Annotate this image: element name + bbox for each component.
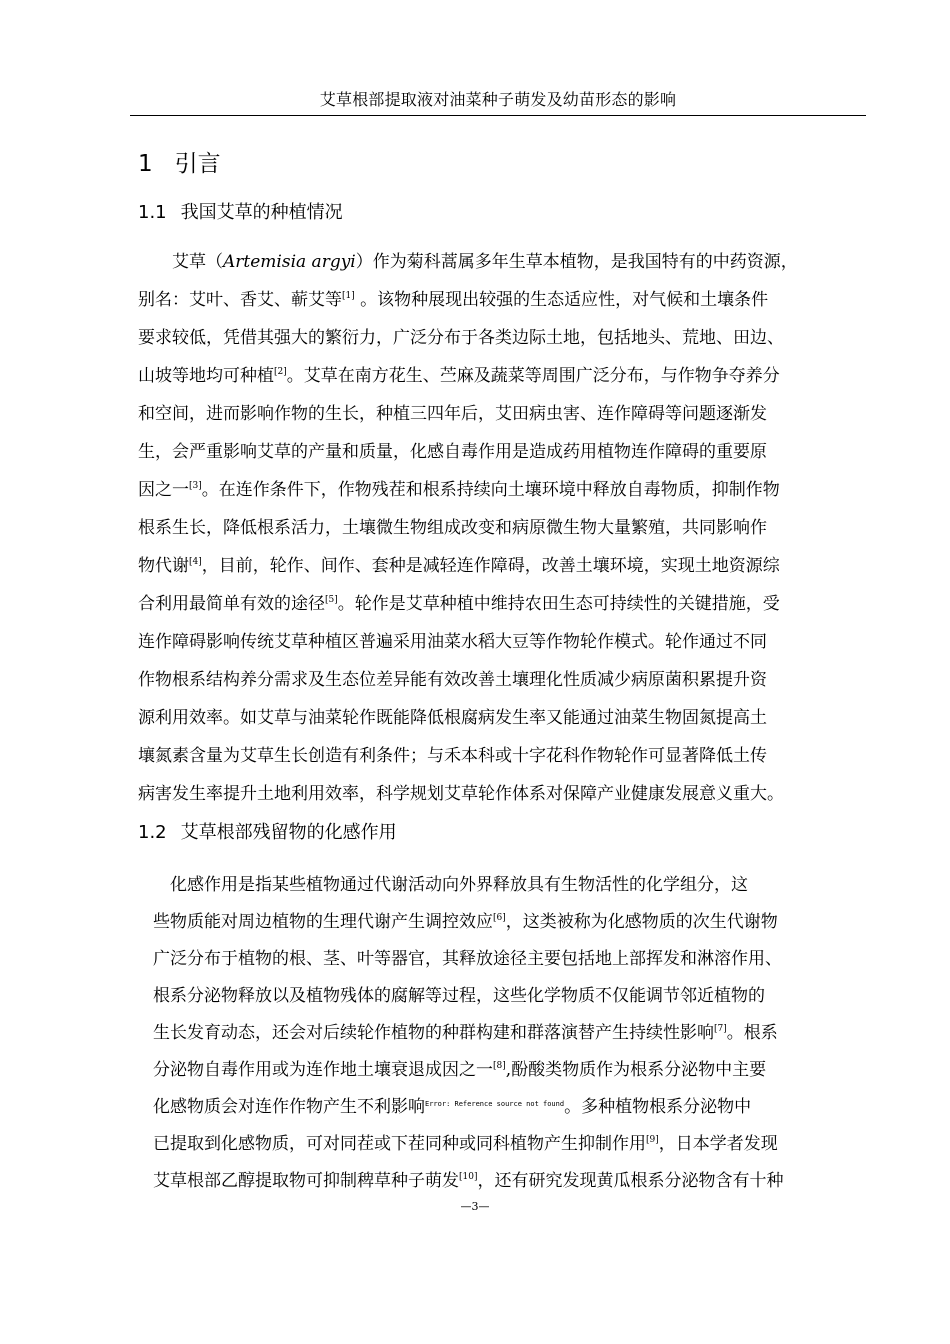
page-number: —3— bbox=[460, 1200, 490, 1213]
paragraph-line: 化感物质会对连作作物产生不利影响$^{Error: Reference source not found}$。多种植物根系分泌物中 bbox=[153, 1097, 752, 1117]
broken-citation: Error: Reference source not found bbox=[425, 1100, 565, 1108]
paragraph-line: 根系生长，降低根系活力，土壤微生物组成改变和病原微生物大量繁殖，共同影响作 bbox=[138, 518, 767, 538]
paragraph-line: 物代谢[4]，目前，轮作、间作、套种是减轻连作障碍，改善土壤环境，实现土地资源综 bbox=[138, 556, 780, 576]
paragraph-line: 源利用效率。如艾草与油菜轮作既能降低根腐病发生率又能通过油菜生物固氮提高土 bbox=[138, 708, 767, 728]
subsection-title: 我国艾草的种植情况 bbox=[180, 202, 343, 223]
section-heading-1-2 bbox=[138, 821, 397, 845]
paragraph-line: 和空间，进而影响作物的生长，种植三四年后，艾田病虫害、连作障碍等问题逐渐发 bbox=[138, 404, 767, 424]
paragraph-line: 已提取到化感物质，可对同茬或下茬同种或同科植物产生抑制作用[9]，日本学者发现 bbox=[153, 1134, 778, 1154]
paragraph-line: 化感作用是指某些植物通过代谢活动向外界释放具有生物活性的化学组分，这 bbox=[153, 875, 748, 895]
paragraph-line: 山坡等地均可种植[2]。艾草在南方花生、苎麻及蔬菜等周围广泛分布，与作物争夺养分 bbox=[138, 366, 780, 386]
citation: [4] bbox=[189, 557, 202, 567]
citation: [2] bbox=[274, 367, 287, 377]
paragraph-line: 因之一[3]。在连作条件下，作物残茬和根系持续向土壤环境中释放自毒物质，抑制作物 bbox=[138, 480, 780, 500]
paragraph-line: 连作障碍影响传统艾草种植区普遍采用油菜水稻大豆等作物轮作模式。轮作通过不同 bbox=[138, 632, 767, 652]
subsection-number: 1.2 bbox=[138, 822, 167, 843]
citation: [8] bbox=[493, 1061, 506, 1071]
citation: [7] bbox=[714, 1024, 727, 1034]
paragraph-line: 生长发育动态，还会对后续轮作植物的种群构建和群落演替产生持续性影响[7]。根系 bbox=[153, 1023, 778, 1043]
paragraph-line: 生，会严重影响艾草的产量和质量，化感自毒作用是造成药用植物连作障碍的重要原 bbox=[138, 442, 767, 462]
paragraph-line: 要求较低，凭借其强大的繁衍力，广泛分布于各类边际土地，包括地头、荒地、田边、 bbox=[138, 328, 784, 348]
citation: [9] bbox=[646, 1135, 659, 1145]
paragraph-line: 广泛分布于植物的根、茎、叶等器官，其释放途径主要包括地上部挥发和淋溶作用、 bbox=[153, 949, 782, 969]
citation: [10] bbox=[459, 1172, 478, 1182]
citation: [6] bbox=[493, 913, 506, 923]
running-header bbox=[130, 82, 866, 116]
subsection-title: 艾草根部残留物的化感作用 bbox=[180, 822, 397, 843]
paragraph-line: 根系分泌物释放以及植物残体的腐解等过程，这些化学物质不仅能调节邻近植物的 bbox=[153, 986, 765, 1006]
paragraph-line: 合利用最简单有效的途径[5]。轮作是艾草种植中维持农田生态可持续性的关键措施，受 bbox=[138, 594, 780, 614]
paragraph-line: 分泌物自毒作用或为连作地土壤衰退成因之一[8],酚酸类物质作为根系分泌物中主要 bbox=[153, 1060, 767, 1080]
running-title: 艾草根部提取液对油菜种子萌发及幼苗形态的影响 bbox=[319, 90, 677, 109]
subsection-number: 1.1 bbox=[138, 202, 167, 223]
section-number: 1 bbox=[138, 151, 153, 177]
paragraph-line: 病害发生率提升土地利用效率，科学规划艾草轮作体系对保障产业健康发展意义重大。 bbox=[138, 784, 784, 804]
section-heading-1-1 bbox=[138, 201, 343, 225]
section-title: 引言 bbox=[174, 151, 221, 177]
species-name: Artemisia argyi bbox=[223, 252, 356, 272]
citation: [5] bbox=[325, 595, 338, 605]
paragraph-line: 艾草根部乙醇提取物可抑制稗草种子萌发[10]，还有研究发现黄瓜根系分泌物含有十种 bbox=[153, 1171, 784, 1191]
citation: [3] bbox=[189, 481, 202, 491]
paragraph-line: 壤氮素含量为艾草生长创造有利条件；与禾本科或十字花科作物轮作可显著降低土传 bbox=[138, 746, 767, 766]
citation: [1] bbox=[342, 291, 355, 301]
paragraph-line: 作物根系结构养分需求及生态位差异能有效改善土壤理化性质减少病原菌积累提升资 bbox=[138, 670, 767, 690]
paragraph-line: 艾草（Artemisia argyi）作为菊科蒿属多年生草本植物，是我国特有的中药资源， bbox=[138, 252, 798, 272]
paragraph-line: 些物质能对周边植物的生理代谢产生调控效应[6]，这类被称为化感物质的次生代谢物 bbox=[153, 912, 778, 932]
section-heading-1 bbox=[138, 150, 221, 178]
paragraph-line: 别名：艾叶、香艾、蕲艾等[1] 。该物种展现出较强的生态适应性，对气候和土壤条件 bbox=[138, 290, 769, 310]
